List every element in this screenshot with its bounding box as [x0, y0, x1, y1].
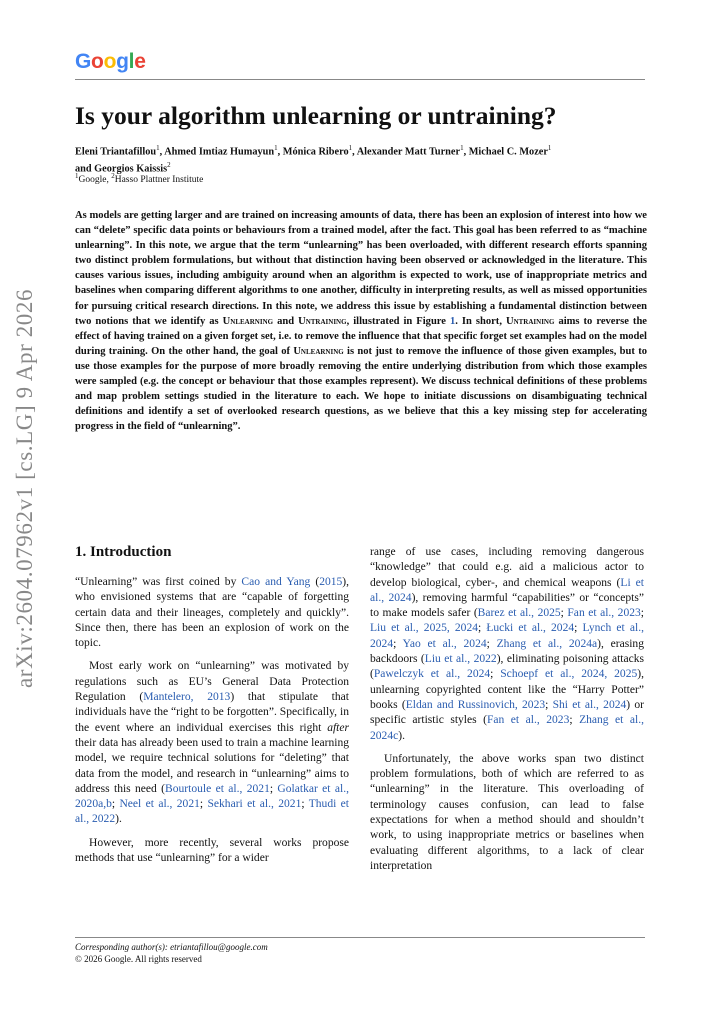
figure-link[interactable]: 1: [449, 315, 456, 327]
separator: ;: [569, 714, 580, 727]
affiliation: Hasso Plattner Institute: [114, 175, 204, 186]
author: Eleni Triantafillou: [75, 146, 157, 158]
term-untraining: Untraining: [298, 315, 347, 327]
separator: ;: [560, 607, 568, 620]
citation-link[interactable]: Cao and Yang: [241, 576, 311, 588]
citation-link[interactable]: Liu et al., 2025, 2024: [370, 622, 478, 635]
citation-link[interactable]: Łucki et al., 2024: [486, 622, 575, 635]
citation-link[interactable]: Zhang et al., 2024c: [370, 714, 645, 742]
paragraph: [370, 752, 644, 874]
body-text: ), erasing backdoors (: [370, 637, 644, 666]
paragraph: [75, 659, 349, 827]
body-text: ), unlearning copyrighted content like the “Harry Potter” books (: [370, 668, 644, 711]
body-text: ), removing harmful “capabilities” or “concepts” to make models safer (: [370, 591, 644, 620]
author: and Georgios Kaissis: [75, 163, 168, 175]
citation-link[interactable]: Zhang et al., 2024a: [496, 637, 598, 650]
citation-link[interactable]: Eldan and Russinovich, 2023: [405, 698, 546, 711]
paragraph: [75, 575, 349, 651]
citation-link[interactable]: Golatkar et al., 2020a,b: [75, 782, 349, 811]
citation-link[interactable]: Thudi et al., 2022: [75, 798, 349, 826]
term-unlearning: Unlearning: [293, 345, 344, 357]
separator: ;: [301, 798, 309, 811]
separator: ;: [545, 698, 553, 711]
body-text: Most early work on “unlearning” was motivated by regulations such as EU’s General Data Protection Regulation (: [75, 660, 349, 704]
logo-letter: e: [134, 50, 146, 73]
citation-link[interactable]: 2015: [319, 576, 343, 588]
logo-letter: l: [128, 50, 135, 73]
affiliation-mark: 2: [111, 172, 115, 180]
abstract-text: As models are getting larger and are trained on increasing amounts of data, there has been an explosion of interest into how we can “delete” specific data points or behaviours from a trained model, after the fact. This goal has been referred to as “machine unlearning”. In this note, we argue that the term “unlearning” has been overloaded, with different research efforts spanning two distinct problem formulations, but without that distinction having been observed or acknowledged in the literature. This causes various issues, including ambiguity around when an algorithm is expected to work, use of inappropriate metrics and baselines when comparing different algorithms to one another, difficulty in interpreting results, as well as missed opportunities for pursuing critical research directions. In this note, we address this issue by establishing a fundamental distinction between two notions that we identify as: [75, 210, 647, 327]
citation-link[interactable]: Fan et al., 2023: [486, 714, 570, 727]
affiliation: Google,: [78, 175, 112, 186]
body-text: “Unlearning” was first coined by: [75, 576, 242, 588]
abstract-text: is not just to remove the influence of those given examples, but to use those examples for the purpose of more broadly removing the entire underlying distribution from which those examples were sampled (e.g. the concept or behaviour that those examples represent). We discuss technical definitions of these problems and map problem settings studied in the literature to each. We hope to initiate discussions on disambiguating technical definitions and identify a set of overlooked research questions, as we believe that this a key missing step for accelerating progress in the field of “unlearning”.: [75, 345, 647, 433]
abstract-text: . In short,: [455, 315, 506, 327]
citation-link[interactable]: Bourtoule et al., 2021: [165, 782, 270, 795]
logo-letter: g: [116, 50, 129, 73]
paragraph: [370, 545, 644, 744]
abstract-text: , illustrated in Figure: [346, 315, 450, 327]
separator: ;: [393, 637, 403, 650]
author: , Alexander Matt Turner: [352, 146, 461, 158]
author: , Michael C. Mozer: [463, 146, 548, 158]
citation-link[interactable]: Schoepf et al., 2024, 2025: [500, 668, 638, 681]
body-text: ), eliminating poisoning attacks (: [370, 653, 644, 681]
section-heading: 1. Introduction: [75, 544, 172, 560]
separator: ;: [111, 798, 120, 811]
body-text: ).: [398, 729, 405, 742]
abstract-text: aims to reverse the effect of having trained on a given forget set, i.e. to remove the influence that that specific forget set examples had on the model during training. On the other hand, the goal of: [75, 315, 647, 357]
citation-link[interactable]: Fan et al., 2023: [567, 607, 641, 620]
body-text: ).: [115, 813, 122, 826]
footer-divider: [75, 937, 645, 938]
paper-title: Is your algorithm unlearning or untraining?: [75, 101, 557, 130]
citation-link[interactable]: Li et al., 2024: [370, 576, 645, 604]
citation-link[interactable]: Sekhari et al., 2021: [207, 798, 302, 811]
separator: ;: [574, 622, 583, 635]
copyright-notice: © 2026 Google. All rights reserved: [75, 953, 202, 964]
affiliation-mark: 1: [348, 144, 353, 152]
citation-link[interactable]: Yao et al., 2024: [402, 637, 487, 650]
citation-link[interactable]: Pawelczyk et al., 2024: [373, 668, 491, 681]
abstract-text: and: [273, 315, 299, 327]
right-column: [370, 545, 644, 882]
footer: [75, 942, 268, 965]
author: , Mónica Ribero: [277, 146, 349, 158]
body-text: ) that stipulate that individuals have the “right to be forgotten”. Specifically, in the event where an individual exercises this right: [75, 691, 349, 734]
separator: ;: [478, 622, 487, 635]
affiliation-mark: 1: [547, 144, 552, 152]
author-list: [75, 142, 655, 176]
term-unlearning: Unlearning: [222, 315, 274, 327]
separator: ;: [199, 798, 208, 811]
citation-link[interactable]: Neel et al., 2021: [119, 798, 200, 811]
citation-link[interactable]: Liu et al., 2022: [424, 653, 497, 666]
separator: ;: [490, 668, 501, 681]
citation-link[interactable]: Shi et al., 2024: [552, 698, 627, 711]
author: , Ahmed Imtiaz Humayun: [159, 146, 275, 158]
affiliation-mark: 1: [156, 144, 160, 152]
left-column: [75, 575, 349, 874]
affiliations: [75, 172, 203, 185]
separator: ;: [269, 782, 278, 795]
logo-letter: G: [75, 50, 92, 73]
body-text: Unfortunately, the above works span two distinct problem formulations, both of which are referred to as “unlearning” in the literature. This overloading of terminology causes confusion, can lead to false expectations for when a method should and shouldn’t work, to using inappropriate metrics or baselines when evaluating different algorithms, to a lack of clear interpretation: [370, 752, 644, 872]
header-divider: [75, 79, 645, 80]
google-logo: [75, 50, 146, 74]
affiliation-mark: 1: [75, 172, 79, 180]
corresponding-author: Corresponding author(s): etriantafillou@google.com: [75, 942, 268, 952]
emphasis-text: after: [327, 721, 349, 734]
citation-link[interactable]: Lynch et al., 2024: [370, 622, 644, 650]
separator: ;: [640, 607, 644, 620]
separator: ;: [486, 637, 497, 650]
body-text: ) or specific artistic styles (: [370, 698, 644, 727]
logo-letter: o: [91, 50, 104, 73]
body-text: range of use cases, including removing dangerous “knowledge” that could e.g. aid a malicious actor to develop biological, cyber-, and chemical weapons (: [370, 546, 644, 589]
affiliation-mark: 2: [167, 160, 171, 169]
body-text: ), who envisioned systems that are “capable of forgetting certain data and their lineages, completely and quickly”. Since then, there has been an explosion of work on the topic.: [75, 576, 350, 650]
arxiv-identifier: arXiv:2604.07962v1 [cs.LG] 9 Apr 2026: [12, 288, 37, 688]
affiliation-mark: 1: [274, 144, 278, 152]
abstract: [75, 208, 647, 434]
citation-link[interactable]: Barez et al., 2025: [477, 607, 561, 620]
body-text: However, more recently, several works propose methods that use “unlearning” for a wider: [75, 836, 349, 865]
affiliation-mark: 1: [460, 144, 464, 152]
paragraph: [75, 836, 349, 867]
logo-letter: o: [103, 50, 117, 73]
citation-link[interactable]: Mantelero, 2013: [143, 691, 231, 704]
body-text: their data has already been used to train a machine learning model, we require technical solutions for “deleting” that data from the model, and research in “unlearning” aims to address this need (: [75, 736, 349, 795]
term-untraining: Untraining: [505, 315, 555, 327]
body-text: (: [310, 576, 320, 588]
